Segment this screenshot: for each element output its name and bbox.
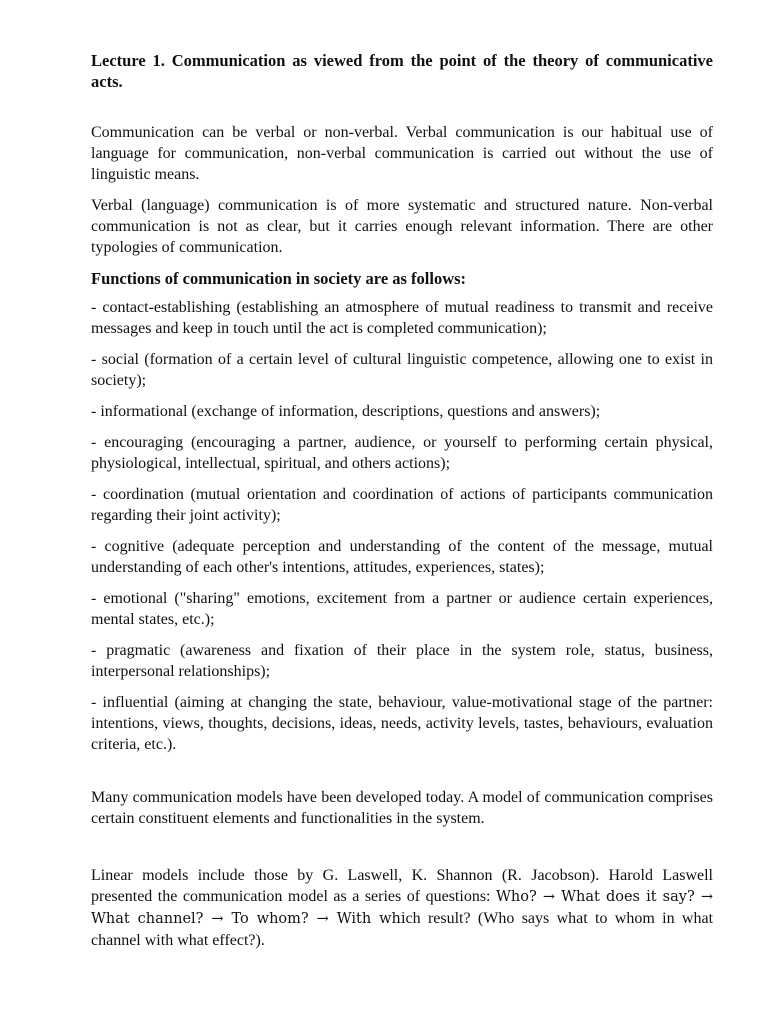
function-item-informational: - informational (exchange of information, descriptions, questions and answers); <box>91 403 601 420</box>
function-item-emotional: - emotional ("sharing" emotions, excitement from a partner or audience certain experiences, mental states, etc.); <box>91 590 713 628</box>
linear-models-text-end: ch result? (Who says what to whom in what channel with what effect?). <box>91 910 714 949</box>
function-item-coordination: - coordination (mutual orientation and coordination of actions of participants communication regarding their joint activity); <box>91 486 713 524</box>
function-item-social: - social (formation of a certain level of cultural linguistic competence, allowing one to exist in society); <box>91 351 713 389</box>
linear-models-paragraph <box>91 865 713 951</box>
function-item-influential: - influential (aiming at changing the state, behaviour, value-motivational stage of the partner: intentions, views, thoughts, decisions, ideas, needs, activity levels, tastes, behaviours, evaluation criteria, etc.). <box>91 694 713 753</box>
intro-paragraph-1: Communication can be verbal or non-verbal. Verbal communication is our habitual use of language for communication, non-verbal communication is carried out without the use of linguistic means. <box>91 124 713 183</box>
laswell-questions: Who? → What does it say? → What channel? → To whom? → With whi <box>91 889 713 927</box>
functions-heading: Functions of communication in society are as follows: <box>91 269 467 288</box>
linear-models-text-start: Linear models include those by G. Laswell, K. Shannon (R. Jacobson). Harold Laswell presented the communication model as a series of questions: <box>91 867 713 905</box>
intro-paragraph-2: Verbal (language) communication is of more systematic and structured nature. Non-verbal communication is not as clear, but it carries enough relevant information. There are other typologies of communication. <box>91 197 713 256</box>
function-item-encouraging: - encouraging (encouraging a partner, audience, or yourself to performing certain physical, physiological, intellectual, spiritual, and others actions); <box>91 434 713 472</box>
models-paragraph: Many communication models have been developed today. A model of communication comprises certain constituent elements and functionalities in the system. <box>91 789 713 827</box>
document-page <box>91 50 713 961</box>
function-item-cognitive: - cognitive (adequate perception and understanding of the content of the message, mutual understanding of each other's intentions, attitudes, experiences, states); <box>91 538 713 576</box>
function-item-pragmatic: - pragmatic (awareness and fixation of their place in the system role, status, business, interpersonal relationships); <box>91 642 713 680</box>
function-item-contact: - contact-establishing (establishing an atmosphere of mutual readiness to transmit and receive messages and keep in touch until the act is completed communication); <box>91 299 713 337</box>
lecture-title: Lecture 1. Communication as viewed from the point of the theory of communicative acts. <box>91 51 713 91</box>
